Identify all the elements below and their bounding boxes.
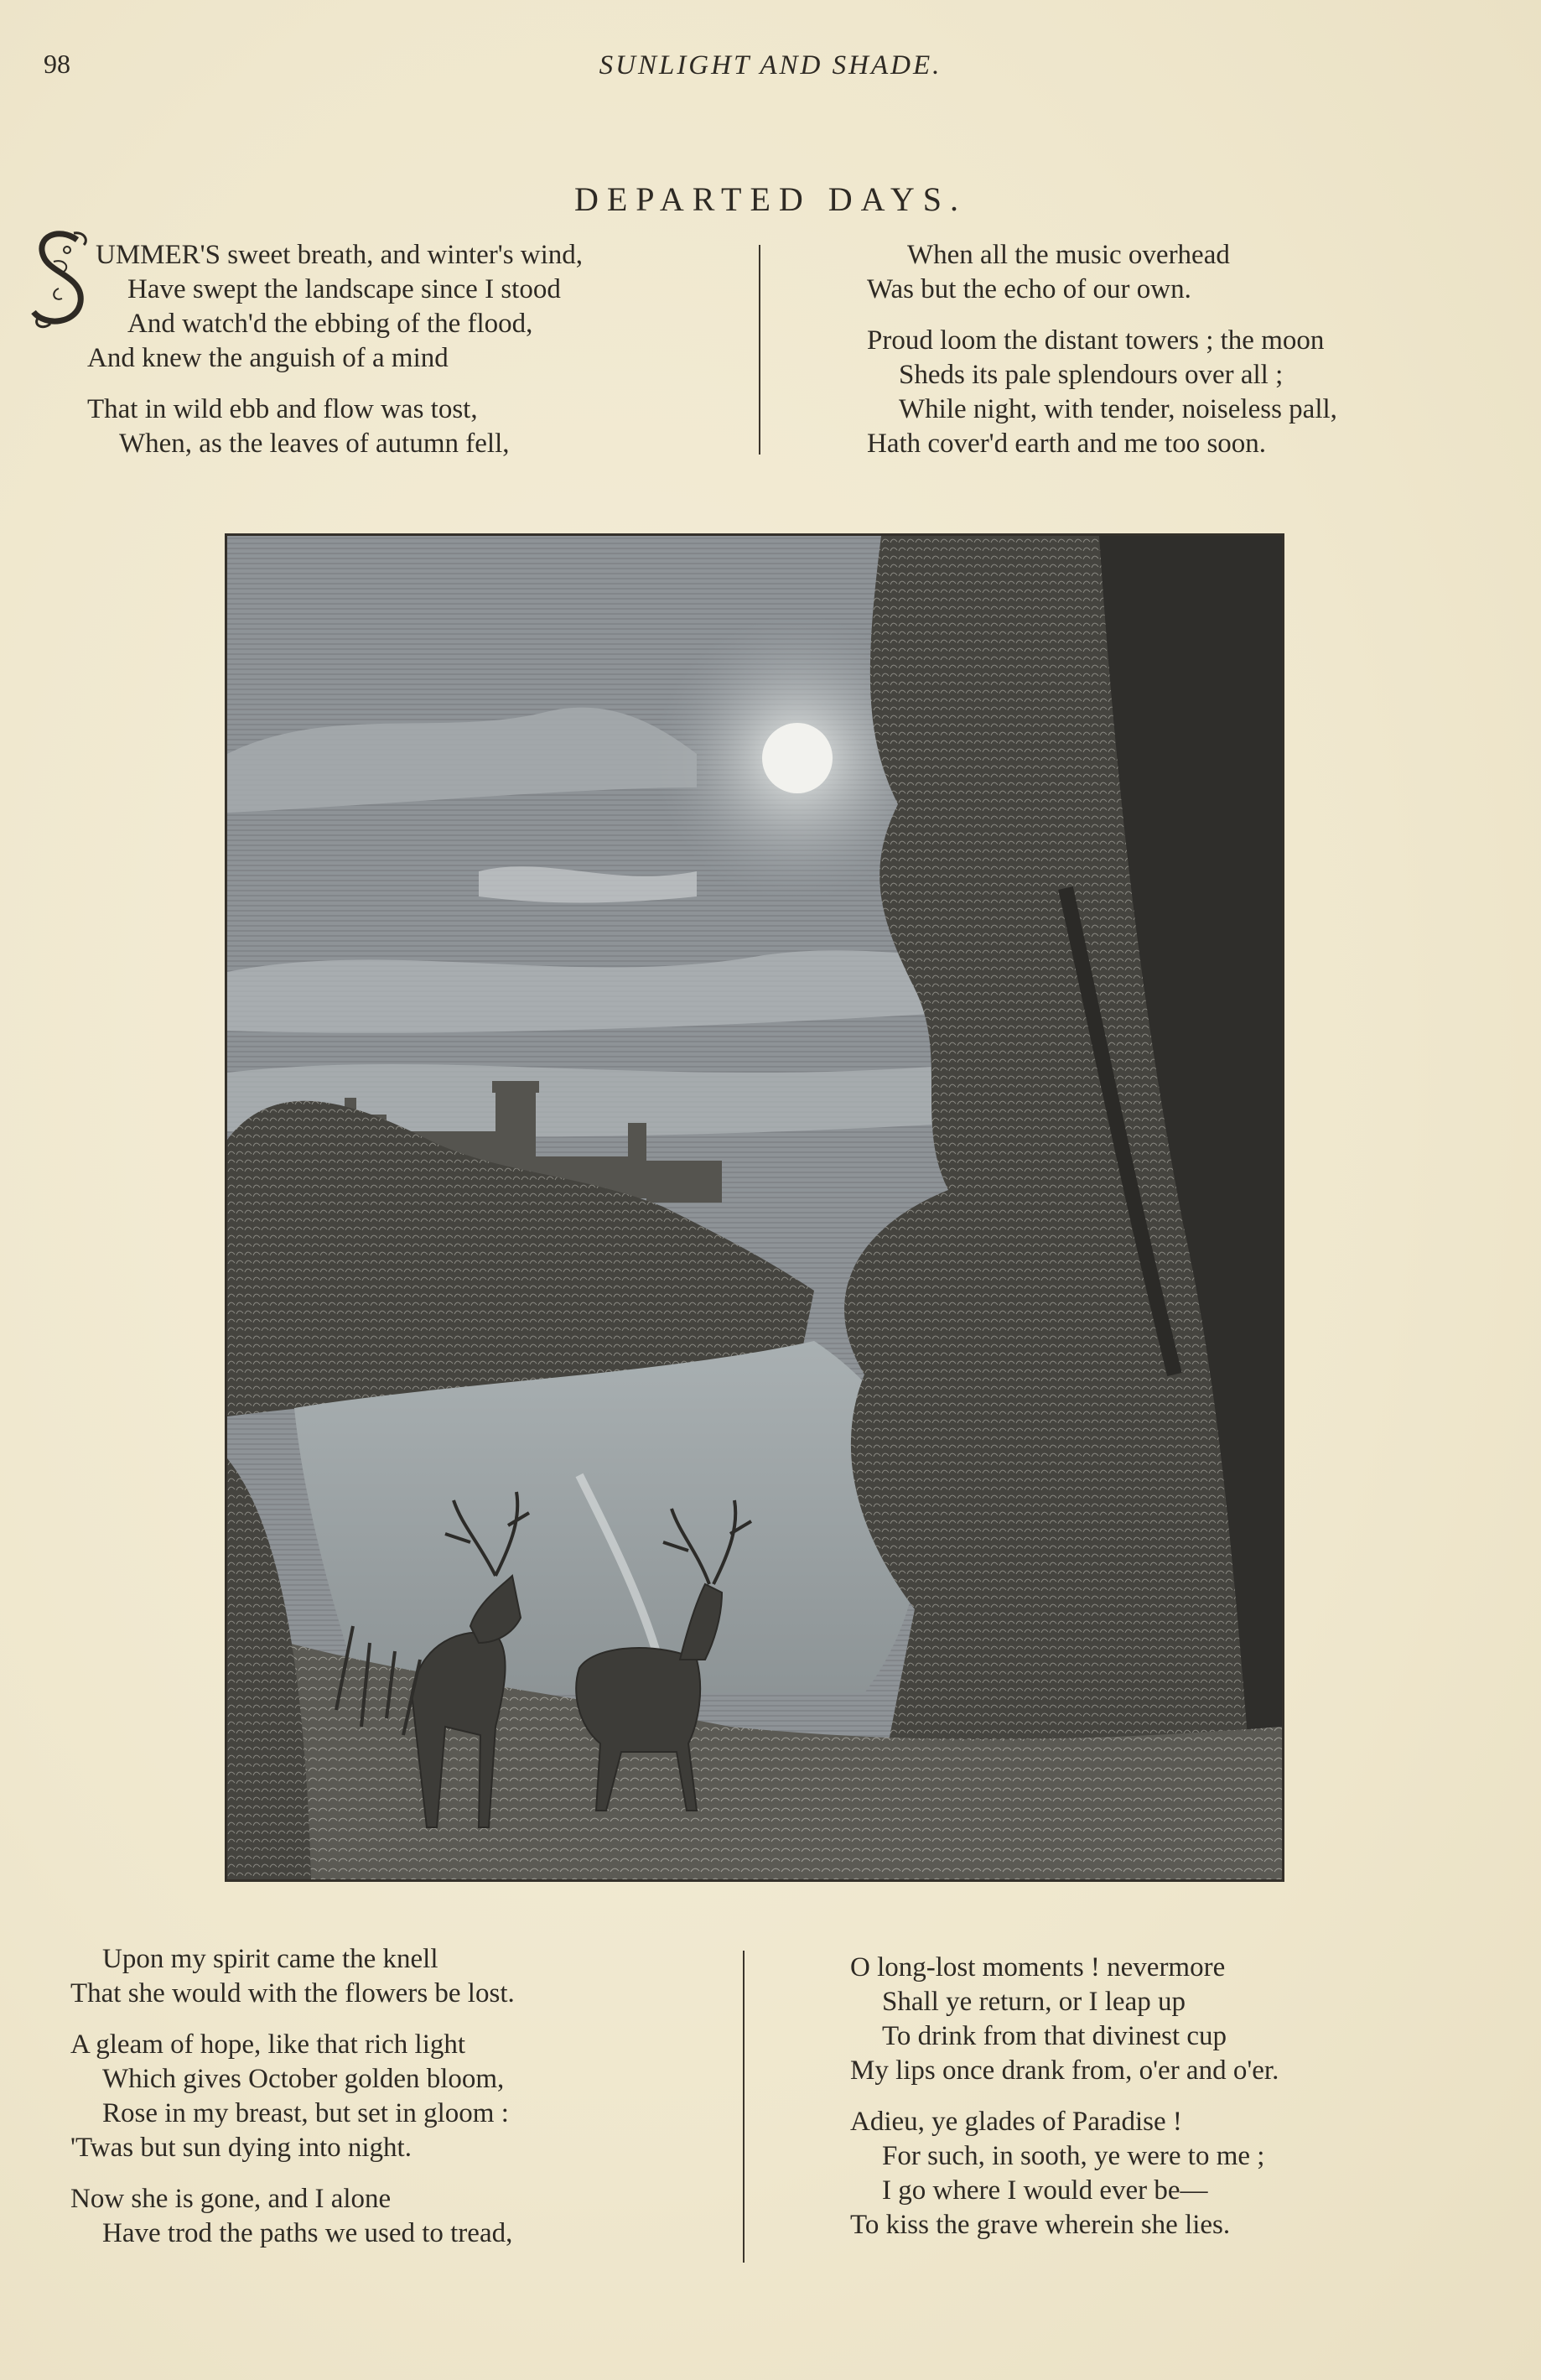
verse-line: Hath cover'd earth and me too soon.: [867, 429, 1267, 459]
verse-line: Now she is gone, and I alone: [70, 2184, 392, 2214]
verse-line: UMMER'S sweet breath, and winter's wind,: [96, 240, 584, 270]
verse-line: Was but the echo of our own.: [867, 274, 1191, 304]
verse-line: While night, with tender, noiseless pall,: [899, 394, 1337, 424]
column-rule: [759, 245, 760, 455]
engraving-illustration: [225, 533, 1284, 1882]
verse-line: Rose in my breast, but set in gloom :: [102, 2098, 509, 2128]
verse-line: My lips once drank from, o'er and o'er.: [850, 2055, 1279, 2086]
moonlit-river-scene: [227, 536, 1282, 1879]
running-head: SUNLIGHT AND SHADE.: [599, 50, 942, 81]
stanza-top-left: [87, 238, 583, 461]
verse-line: For such, in sooth, ye were to me ;: [882, 2141, 1265, 2171]
verse-line: And knew the anguish of a mind: [87, 343, 449, 373]
verse-line: When all the music overhead: [907, 240, 1230, 270]
verse-line: Which gives October golden bloom,: [102, 2064, 505, 2094]
moon: [762, 723, 833, 793]
verse-line: When, as the leaves of autumn fell,: [119, 429, 510, 459]
poem-title: DEPARTED DAYS.: [573, 180, 968, 218]
verse-line: Upon my spirit came the knell: [102, 1944, 438, 1974]
stanza-bottom-right: [850, 1951, 1279, 2242]
verse-line: A gleam of hope, like that rich light: [70, 2029, 466, 2060]
verse-line: And watch'd the ebbing of the flood,: [127, 309, 533, 339]
stanza-bottom-left: [70, 1942, 515, 2251]
verse-line: To drink from that divinest cup: [882, 2021, 1227, 2051]
verse-line: Shall ye return, or I leap up: [882, 1987, 1186, 2017]
column-rule: [743, 1951, 745, 2263]
stanza-top-right: [867, 238, 1337, 461]
page-number: 98: [44, 49, 70, 79]
verse-line: Have trod the paths we used to tread,: [102, 2218, 513, 2248]
verse-line: I go where I would ever be—: [882, 2175, 1208, 2206]
verse-line: To kiss the grave wherein she lies.: [850, 2210, 1231, 2240]
verse-line: Proud loom the distant towers ; the moon: [867, 325, 1325, 356]
verse-line: Have swept the landscape since I stood: [127, 274, 561, 304]
verse-line: Sheds its pale splendours over all ;: [899, 360, 1284, 390]
verse-line: 'Twas but sun dying into night.: [70, 2133, 412, 2163]
verse-line: O long-lost moments ! nevermore: [850, 1952, 1226, 1982]
verse-line: That she would with the flowers be lost.: [70, 1978, 515, 2008]
verse-line: Adieu, ye glades of Paradise !: [850, 2107, 1182, 2137]
verse-line: That in wild ebb and flow was tost,: [87, 394, 478, 424]
